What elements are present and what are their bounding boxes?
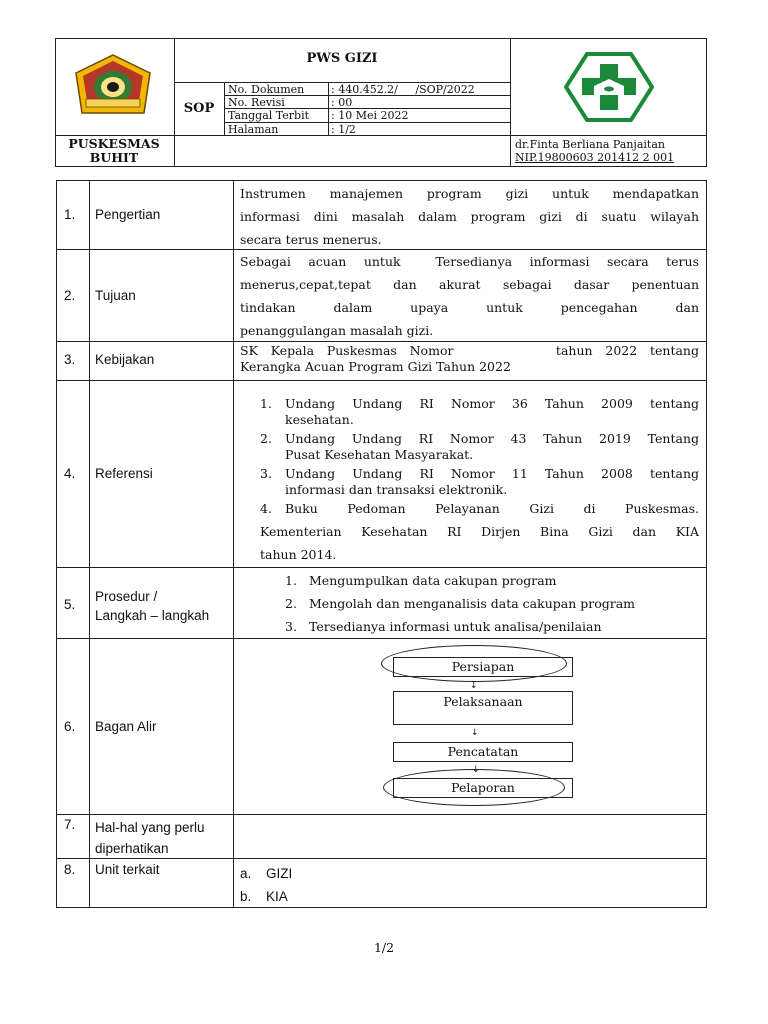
list-item: 1. Undang Undang RI Nomor 36 Tahun 2009 tentang kesehatan. — [260, 396, 699, 427]
row-number: 4. — [64, 466, 76, 481]
field-value-tanggal-terbit: : 10 Mei 2022 — [331, 109, 409, 122]
row-number: 1. — [64, 207, 76, 222]
field-value-halaman: : 1/2 — [331, 123, 356, 136]
flow-step-pelaporan: Pelaporan — [393, 778, 573, 798]
pengertian-text: Instrumen manajemen program gizi untuk mendapatkan informasi dini masalah dalam program gizi di suatu wilayah secara terus menerus. — [240, 186, 699, 247]
flow-step-persiapan: Persiapan — [393, 657, 573, 677]
page-number: 1/2 — [373, 940, 395, 955]
row-label-prosedur: Prosedur / Langkah – langkah — [95, 589, 210, 623]
document-title: PWS GIZI — [306, 51, 378, 66]
unit-list — [240, 862, 292, 908]
kebijakan-text: SK Kepala Puskesmas Nomor tahun 2022 tentang Kerangka Acuan Program Gizi Tahun 2022 — [240, 343, 699, 374]
row-number: 8. — [64, 862, 76, 877]
list-item: a. GIZI — [240, 866, 293, 881]
signer-name: dr.Finta Berliana Panjaitan — [515, 138, 665, 151]
row-number: 5. — [64, 597, 76, 612]
prosedur-list — [285, 569, 705, 638]
field-label-tanggal-terbit: Tanggal Terbit — [228, 109, 310, 122]
field-value-no-revisi: : 00 — [331, 96, 353, 109]
row-label-unit-terkait: Unit terkait — [95, 862, 160, 877]
field-label-no-revisi: No. Revisi — [228, 96, 285, 109]
field-label-halaman: Halaman — [228, 123, 279, 136]
field-label-no-dokumen: No. Dokumen — [228, 83, 305, 96]
tujuan-text: Sebagai acuan untuk Tersedianya informasi secara terus menerus,cepat,tepat dan akurat sebagai dasar penentuan tindakan dalam upaya untuk pencegahan dan penanggulangan masalah gizi. — [240, 254, 699, 338]
row-number: 3. — [64, 352, 76, 367]
list-item: 3. Tersedianya informasi untuk analisa/penilaian — [285, 619, 602, 634]
list-item: b. KIA — [240, 889, 288, 904]
row-label-kebijakan: Kebijakan — [95, 352, 155, 367]
flow-step-pelaksanaan: Pelaksanaan — [393, 691, 573, 725]
row-label-referensi: Referensi — [95, 466, 153, 481]
row-number: 7. — [64, 817, 76, 832]
sop-label: SOP — [183, 101, 215, 116]
row-label-hal: Hal-hal yang perlu diperhatikan — [95, 820, 205, 856]
row-label-pengertian: Pengertian — [95, 207, 161, 222]
district-logo — [72, 53, 154, 123]
puskesmas-logo — [564, 52, 654, 122]
list-item: 1. Mengumpulkan data cakupan program — [285, 573, 557, 588]
row-label-tujuan: Tujuan — [95, 288, 136, 303]
row-label-bagan-alir: Bagan Alir — [95, 719, 157, 734]
row-number: 2. — [64, 288, 76, 303]
flow-arrow-icon: ↓ — [471, 728, 479, 738]
referensi-list — [260, 396, 699, 566]
signer-nip: NIP.19800603 201412 2 001 — [515, 151, 675, 164]
field-value-no-dokumen: : 440.452.2/ /SOP/2022 — [331, 83, 475, 96]
flow-arrow-icon: ↓ — [472, 765, 480, 775]
list-item: 2. Mengolah dan menganalisis data cakupan program — [285, 596, 636, 611]
institution-name: PUSKESMAS BUHIT — [68, 136, 160, 165]
flow-step-pencatatan: Pencatatan — [393, 742, 573, 762]
list-item: 3. Undang Undang RI Nomor 11 Tahun 2008 tentang informasi dan transaksi elektronik. — [260, 466, 699, 497]
flow-arrow-icon: ↓ — [470, 681, 478, 691]
list-item: 2. Undang Undang RI Nomor 43 Tahun 2019 Tentang Pusat Kesehatan Masyarakat. — [260, 431, 699, 462]
flow-ellipse-end — [383, 769, 565, 806]
flow-ellipse-start — [381, 645, 567, 682]
list-item: 4. Buku Pedoman Pelayanan Gizi di Puskesmas. Kementerian Kesehatan RI Dirjen Bina Gizi dan KIA tahun 2014. — [260, 501, 699, 562]
row-number: 6. — [64, 719, 76, 734]
